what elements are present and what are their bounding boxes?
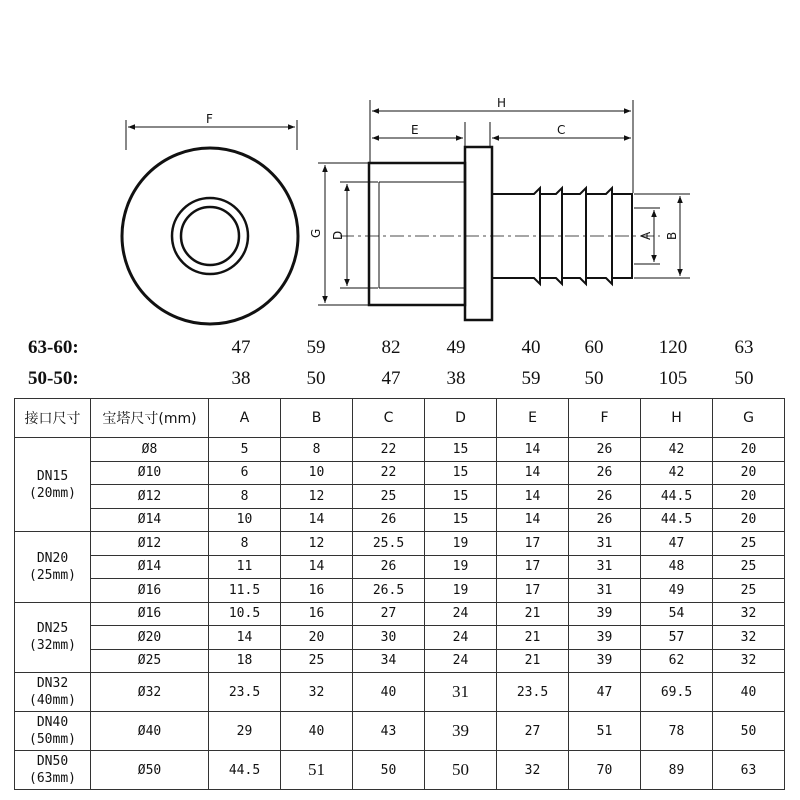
table-row [15,626,785,650]
table-cell: 10 [281,461,353,485]
table-cell: 26 [353,508,425,532]
table-cell: 14 [497,508,569,532]
table-cell: 20 [713,461,785,485]
group-name: DN50 [36,754,69,769]
table-cell: 40 [713,673,785,712]
group-size: (25mm) [29,567,76,583]
extra-value: 59 [306,337,326,358]
table-cell: 47 [641,532,713,556]
table-cell: 8 [281,438,353,462]
table-cell: 51 [569,712,641,751]
group-name: DN40 [36,715,69,730]
barb-size-cell: Ø10 [91,461,209,485]
table-cell: 18 [209,649,281,673]
table-cell: 57 [641,626,713,650]
table-cell: 22 [353,438,425,462]
side-view [318,100,690,320]
table-cell: 48 [641,555,713,579]
extra-row-label: 50-50: [28,368,79,389]
column-header: C [353,399,425,438]
table-cell: 14 [497,438,569,462]
dim-label-G: G [309,228,323,238]
group-cell [15,438,91,532]
table-cell: 26 [569,461,641,485]
table-cell: 89 [641,751,713,790]
table-cell: 27 [497,712,569,751]
table-cell: 44.5 [209,751,281,790]
table-cell: 32 [281,673,353,712]
table-cell: 39 [569,602,641,626]
table-cell: 23.5 [209,673,281,712]
group-cell [15,602,91,673]
table-row [15,485,785,509]
table-cell: 19 [425,532,497,556]
group-name: DN32 [36,676,69,691]
barb-size-cell: Ø12 [91,532,209,556]
barb-size-cell: Ø14 [91,508,209,532]
extra-value: 50 [306,368,326,389]
table-cell: 10 [209,508,281,532]
table-cell: 8 [209,485,281,509]
table-cell: 31 [569,555,641,579]
column-header: G [713,399,785,438]
table-cell: 30 [353,626,425,650]
table-cell: 14 [209,626,281,650]
extra-value: 49 [446,337,466,358]
column-header: B [281,399,353,438]
dim-label-F: F [206,112,213,126]
group-name: DN15 [36,468,69,484]
column-header: D [425,399,497,438]
table-header-row [15,399,785,438]
group-size: (40mm) [29,693,76,708]
column-header: 宝塔尺寸(mm) [91,399,209,438]
table-cell: 20 [713,438,785,462]
table-cell: 15 [425,461,497,485]
column-header: H [641,399,713,438]
table-cell: 31 [569,579,641,603]
table-cell: 24 [425,649,497,673]
group-name: DN20 [36,550,69,566]
table-cell: 21 [497,626,569,650]
barb-size-cell: Ø40 [91,712,209,751]
table-cell: 44.5 [641,485,713,509]
table-cell: 11 [209,555,281,579]
table-row [15,579,785,603]
table-cell: 21 [497,649,569,673]
column-header: A [209,399,281,438]
table-cell: 31 [569,532,641,556]
table-cell: 16 [281,602,353,626]
extra-value: 38 [231,368,251,389]
table-cell: 32 [713,602,785,626]
extra-value: 63 [734,337,754,358]
table-cell: 15 [425,438,497,462]
table-cell: 19 [425,555,497,579]
spec-table-body [15,438,785,790]
table-cell: 14 [497,485,569,509]
table-cell: 23.5 [497,673,569,712]
extra-value: 59 [521,368,541,389]
table-cell: 24 [425,602,497,626]
table-cell: 42 [641,438,713,462]
extra-value: 47 [231,337,251,358]
dim-label-A: A [639,231,653,240]
table-cell: 17 [497,532,569,556]
group-cell [15,712,91,751]
table-cell: 69.5 [641,673,713,712]
table-cell: 17 [497,555,569,579]
table-cell: 14 [281,555,353,579]
table-cell: 39 [569,649,641,673]
column-header: 接口尺寸 [15,399,91,438]
table-cell: 63 [713,751,785,790]
table-cell: 70 [569,751,641,790]
table-cell: 32 [713,626,785,650]
table-row [15,461,785,485]
group-size: (63mm) [29,771,76,786]
group-cell [15,532,91,603]
table-cell: 40 [353,673,425,712]
table-cell: 26.5 [353,579,425,603]
table-cell: 49 [641,579,713,603]
group-cell [15,673,91,712]
extra-value: 50 [584,368,604,389]
extra-value: 47 [381,368,401,389]
table-cell: 26 [569,485,641,509]
extra-value: 120 [658,337,688,358]
table-cell: 25 [281,649,353,673]
table-cell: 15 [425,508,497,532]
table-cell: 43 [353,712,425,751]
barb-size-cell: Ø50 [91,751,209,790]
dim-label-H: H [497,96,507,110]
dim-label-B: B [665,231,679,240]
group-name: DN25 [36,621,69,637]
table-cell: 26 [569,438,641,462]
table-cell: 40 [281,712,353,751]
table-cell: 11.5 [209,579,281,603]
table-cell: 24 [425,626,497,650]
table-cell: 25 [713,579,785,603]
table-cell: 14 [281,508,353,532]
table-cell: 20 [713,508,785,532]
column-header: E [497,399,569,438]
barb-size-cell: Ø25 [91,649,209,673]
extra-row-label: 63-60: [28,337,79,358]
table-cell: 62 [641,649,713,673]
table-cell: 26 [569,508,641,532]
table-cell: 42 [641,461,713,485]
extra-value: 38 [446,368,466,389]
table-cell: 50 [425,751,497,790]
extra-value: 40 [521,337,541,358]
table-cell: 29 [209,712,281,751]
dim-label-D: D [331,230,345,240]
table-cell: 6 [209,461,281,485]
table-cell: 19 [425,579,497,603]
table-cell: 15 [425,485,497,509]
group-size: (20mm) [29,485,76,501]
table-cell: 20 [713,485,785,509]
table-cell: 16 [281,579,353,603]
table-row [15,532,785,556]
table-cell: 31 [425,673,497,712]
table-row [15,649,785,673]
group-size: (32mm) [29,638,76,654]
extra-value: 105 [658,368,688,389]
group-size: (50mm) [29,732,76,747]
extra-row-63-60 [0,334,800,362]
table-cell: 25.5 [353,532,425,556]
table-cell: 25 [353,485,425,509]
table-cell: 14 [497,461,569,485]
table-row [15,508,785,532]
table-cell: 20 [281,626,353,650]
dim-label-C: C [557,123,566,137]
table-cell: 39 [569,626,641,650]
table-row [15,673,785,712]
table-cell: 27 [353,602,425,626]
table-cell: 22 [353,461,425,485]
barb-size-cell: Ø16 [91,579,209,603]
table-cell: 8 [209,532,281,556]
table-cell: 78 [641,712,713,751]
table-row [15,555,785,579]
barb-size-cell: Ø12 [91,485,209,509]
dim-label-E: E [411,123,419,137]
table-cell: 21 [497,602,569,626]
front-view [122,120,298,324]
table-cell: 50 [713,712,785,751]
column-header: F [569,399,641,438]
table-cell: 54 [641,602,713,626]
table-cell: 32 [497,751,569,790]
barb-size-cell: Ø20 [91,626,209,650]
table-cell: 10.5 [209,602,281,626]
technical-drawing [0,0,800,340]
table-cell: 5 [209,438,281,462]
table-row [15,602,785,626]
extra-row-50-50 [0,365,800,393]
table-cell: 47 [569,673,641,712]
barb-size-cell: Ø14 [91,555,209,579]
table-cell: 12 [281,485,353,509]
barb-size-cell: Ø32 [91,673,209,712]
table-cell: 51 [281,751,353,790]
table-cell: 25 [713,532,785,556]
table-cell: 12 [281,532,353,556]
group-cell [15,751,91,790]
extra-value: 50 [734,368,754,389]
extra-value: 60 [584,337,604,358]
table-cell: 39 [425,712,497,751]
table-cell: 44.5 [641,508,713,532]
table-cell: 17 [497,579,569,603]
table-row [15,438,785,462]
table-row [15,712,785,751]
table-cell: 26 [353,555,425,579]
table-cell: 34 [353,649,425,673]
table-cell: 32 [713,649,785,673]
table-cell: 25 [713,555,785,579]
table-row [15,751,785,790]
table-cell: 50 [353,751,425,790]
spec-table [14,398,785,790]
extra-value: 82 [381,337,401,358]
barb-size-cell: Ø16 [91,602,209,626]
barb-size-cell: Ø8 [91,438,209,462]
